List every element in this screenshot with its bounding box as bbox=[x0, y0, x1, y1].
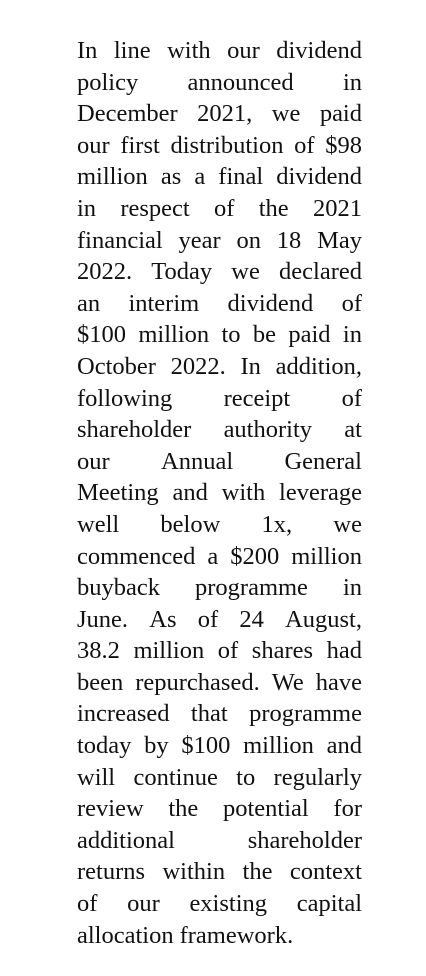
paragraph-word: to bbox=[221, 321, 241, 349]
paragraph-word: an bbox=[77, 289, 101, 317]
paragraph-word: million bbox=[291, 542, 362, 570]
paragraph-word: As bbox=[149, 605, 177, 633]
paragraph-line bbox=[77, 256, 362, 288]
paragraph-word: Today bbox=[151, 258, 213, 286]
paragraph-line bbox=[77, 920, 362, 952]
paragraph-line bbox=[77, 225, 362, 257]
paragraph-word: paid bbox=[288, 321, 331, 349]
paragraph-word: well bbox=[77, 510, 120, 538]
paragraph-word: and bbox=[326, 732, 362, 760]
paragraph-word: Meeting bbox=[77, 479, 159, 507]
paragraph-word: million bbox=[243, 732, 314, 760]
paragraph-word: of bbox=[77, 890, 98, 918]
paragraph-word: potential bbox=[222, 795, 309, 823]
paragraph-word: shareholder bbox=[77, 416, 192, 444]
paragraph-word: 2021, bbox=[197, 100, 253, 128]
paragraph-word: that bbox=[190, 700, 228, 728]
paragraph-word: of bbox=[214, 194, 235, 222]
paragraph-line bbox=[77, 351, 362, 383]
paragraph-line bbox=[77, 193, 362, 225]
paragraph-line bbox=[77, 856, 362, 888]
paragraph-line bbox=[77, 888, 362, 920]
paragraph-word: year bbox=[178, 226, 221, 254]
paragraph-word: policy bbox=[77, 68, 139, 96]
paragraph-word: shareholder bbox=[247, 826, 362, 854]
paragraph-word: $100 bbox=[77, 321, 126, 349]
paragraph-word: for bbox=[333, 795, 362, 823]
paragraph-word: our bbox=[127, 890, 160, 918]
paragraph-word: $100 bbox=[181, 732, 231, 760]
paragraph-word: our bbox=[77, 131, 110, 159]
paragraph-line bbox=[77, 383, 362, 415]
paragraph-word: as bbox=[160, 163, 182, 191]
paragraph-word: be bbox=[252, 321, 277, 349]
paragraph-word: $200 bbox=[230, 542, 280, 570]
paragraph-line bbox=[77, 604, 362, 636]
paragraph-word: repurchased. bbox=[135, 668, 260, 696]
paragraph-word: we bbox=[231, 258, 260, 286]
paragraph-word: increased bbox=[77, 700, 170, 728]
paragraph-line bbox=[77, 414, 362, 446]
paragraph-word: additional bbox=[77, 826, 175, 854]
paragraph-word: first bbox=[120, 131, 160, 159]
paragraph-line bbox=[77, 762, 362, 794]
paragraph-word: We bbox=[271, 668, 304, 696]
paragraph-line bbox=[77, 161, 362, 193]
paragraph-word: capital bbox=[296, 890, 362, 918]
paragraph-word: October bbox=[77, 352, 156, 380]
paragraph-word: in bbox=[77, 194, 97, 222]
paragraph-word: leverage bbox=[279, 479, 362, 507]
paragraph-word: have bbox=[315, 668, 362, 696]
paragraph-word: the bbox=[258, 194, 289, 222]
paragraph-word: will bbox=[77, 763, 116, 791]
paragraph-word: authority bbox=[223, 416, 313, 444]
dividend-paragraph bbox=[77, 35, 362, 951]
paragraph-line bbox=[77, 319, 362, 351]
paragraph-word: million bbox=[133, 637, 205, 665]
paragraph-word: 2022. bbox=[77, 258, 133, 286]
paragraph-word: of bbox=[217, 637, 239, 665]
paragraph-word: the bbox=[168, 795, 199, 823]
paragraph-word: review bbox=[77, 795, 144, 823]
paragraph-word: 24 bbox=[239, 605, 264, 633]
paragraph-line bbox=[77, 98, 362, 130]
paragraph-word: had bbox=[326, 637, 362, 665]
paragraph-word: receipt bbox=[223, 384, 291, 412]
paragraph-word: existing bbox=[189, 890, 268, 918]
paragraph-word: continue bbox=[133, 763, 218, 791]
paragraph-word: 2021 bbox=[312, 194, 362, 222]
paragraph-word: 2022. bbox=[170, 352, 226, 380]
paragraph-word: of bbox=[341, 384, 362, 412]
paragraph-word: December bbox=[77, 100, 178, 128]
paragraph-word: addition, bbox=[275, 352, 362, 380]
paragraph-line bbox=[77, 130, 362, 162]
paragraph-word: Annual bbox=[161, 447, 234, 475]
paragraph-word: context bbox=[289, 858, 362, 886]
paragraph-word: the bbox=[242, 858, 273, 886]
paragraph-word: 38.2 bbox=[77, 637, 120, 665]
paragraph-word: programme bbox=[195, 574, 308, 602]
paragraph-word: and bbox=[172, 479, 208, 507]
paragraph-word: distribution bbox=[170, 131, 284, 159]
paragraph-word: of bbox=[197, 605, 219, 633]
paragraph-line bbox=[77, 446, 362, 478]
paragraph-word: with bbox=[167, 37, 211, 64]
paragraph-word: 18 bbox=[276, 226, 302, 254]
paragraph-line bbox=[77, 288, 362, 320]
paragraph-word: following bbox=[77, 384, 173, 412]
paragraph-line bbox=[77, 667, 362, 699]
paragraph-word: interim bbox=[128, 289, 200, 317]
paragraph-word: regularly bbox=[273, 763, 362, 791]
paragraph-word: a bbox=[194, 163, 206, 191]
paragraph-word: of bbox=[294, 131, 315, 159]
paragraph-word: on bbox=[236, 226, 261, 254]
paragraph-word: to bbox=[236, 763, 256, 791]
paragraph-word: our bbox=[77, 447, 110, 475]
paragraph-word: announced bbox=[187, 68, 294, 96]
paragraph-line bbox=[77, 477, 362, 509]
paragraph-word: of bbox=[341, 289, 362, 317]
paragraph-line bbox=[77, 541, 362, 573]
paragraph-word: In bbox=[240, 352, 261, 380]
paragraph-word: at bbox=[344, 416, 362, 444]
paragraph-word: General bbox=[284, 447, 362, 475]
paragraph-word: $98 bbox=[325, 131, 362, 159]
paragraph-word: in bbox=[342, 321, 362, 349]
paragraph-word: respect bbox=[120, 194, 190, 222]
paragraph-word: we bbox=[271, 100, 301, 128]
paragraph-line bbox=[77, 35, 362, 67]
paragraph-word: dividend bbox=[276, 163, 362, 191]
paragraph-word: with bbox=[221, 479, 266, 507]
paragraph-word: in bbox=[342, 68, 362, 96]
paragraph-word: dividend bbox=[276, 37, 362, 64]
paragraph-word: in bbox=[342, 574, 362, 602]
paragraph-line bbox=[77, 67, 362, 99]
paragraph-word: our bbox=[227, 37, 260, 64]
paragraph-word: shares bbox=[251, 637, 314, 665]
paragraph-word: million bbox=[77, 163, 148, 191]
paragraph-word: framework. bbox=[179, 921, 294, 949]
paragraph-line bbox=[77, 793, 362, 825]
paragraph-word: buyback bbox=[77, 574, 160, 602]
paragraph-line bbox=[77, 730, 362, 762]
paragraph-word: commenced bbox=[77, 542, 196, 570]
paragraph-word: June. bbox=[77, 605, 129, 633]
paragraph-word: declared bbox=[279, 258, 362, 286]
paragraph-word: final bbox=[218, 163, 264, 191]
paragraph-line bbox=[77, 825, 362, 857]
paragraph-word: line bbox=[113, 37, 151, 64]
paragraph-word: by bbox=[144, 732, 169, 760]
paragraph-word: financial bbox=[77, 226, 163, 254]
paragraph-line bbox=[77, 572, 362, 604]
paragraph-line bbox=[77, 635, 362, 667]
paragraph-word: today bbox=[77, 732, 132, 760]
paragraph-word: been bbox=[77, 668, 124, 696]
paragraph-word: paid bbox=[319, 100, 362, 128]
paragraph-word: 1x, bbox=[261, 510, 293, 538]
paragraph-word: million bbox=[138, 321, 210, 349]
paragraph-word: programme bbox=[249, 700, 362, 728]
paragraph-line bbox=[77, 509, 362, 541]
paragraph-word: a bbox=[207, 542, 219, 570]
paragraph-word: allocation bbox=[77, 921, 174, 949]
paragraph-word: we bbox=[333, 510, 362, 538]
paragraph-word: August, bbox=[285, 605, 362, 633]
paragraph-word: May bbox=[317, 226, 362, 254]
paragraph-word: returns bbox=[77, 858, 146, 886]
paragraph-word: In bbox=[77, 37, 98, 64]
paragraph-word: within bbox=[162, 858, 226, 886]
paragraph-word: dividend bbox=[227, 289, 314, 317]
paragraph-word: below bbox=[160, 510, 221, 538]
paragraph-line bbox=[77, 698, 362, 730]
